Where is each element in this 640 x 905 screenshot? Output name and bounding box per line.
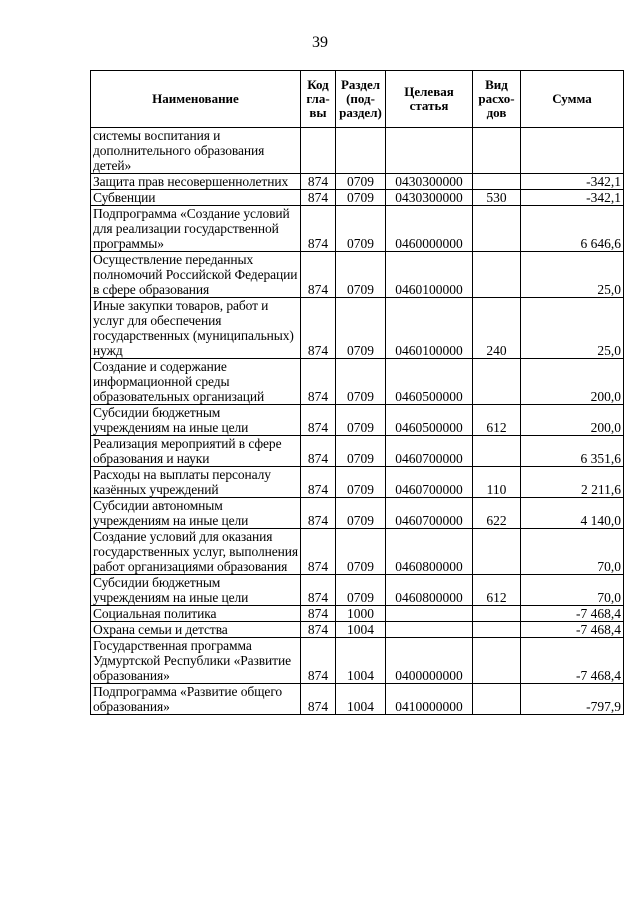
row-type [473, 529, 521, 575]
row-target: 0460700000 [386, 498, 473, 529]
row-name: Социальная политика [91, 606, 301, 622]
header-type: Вид расхо- дов [473, 71, 521, 128]
row-target: 0430300000 [386, 174, 473, 190]
table-row [91, 467, 624, 498]
row-name: Расходы на выплаты персоналу казённых учреждений [91, 467, 301, 498]
row-target: 0460100000 [386, 298, 473, 359]
row-code: 874 [301, 684, 336, 715]
row-type: 612 [473, 405, 521, 436]
row-section: 0709 [336, 436, 386, 467]
row-name: Подпрограмма «Развитие общего образования» [91, 684, 301, 715]
row-section: 1004 [336, 684, 386, 715]
header-target: Целевая статья [386, 71, 473, 128]
row-target: 0460700000 [386, 436, 473, 467]
row-sum: -7 468,4 [521, 638, 624, 684]
row-type [473, 606, 521, 622]
header-code: Код гла- вы [301, 71, 336, 128]
row-sum: 6 646,6 [521, 206, 624, 252]
table-row [91, 252, 624, 298]
row-type: 110 [473, 467, 521, 498]
table-row [91, 622, 624, 638]
row-code: 874 [301, 638, 336, 684]
row-sum: -7 468,4 [521, 606, 624, 622]
row-name: Создание и содержание информационной среды образовательных организаций [91, 359, 301, 405]
row-name: Охрана семьи и детства [91, 622, 301, 638]
row-section: 1004 [336, 622, 386, 638]
row-section: 0709 [336, 252, 386, 298]
row-name: Защита прав несовершеннолетних [91, 174, 301, 190]
table-row [91, 684, 624, 715]
row-type [473, 622, 521, 638]
row-sum: 200,0 [521, 359, 624, 405]
table-row [91, 606, 624, 622]
row-code: 874 [301, 190, 336, 206]
row-sum: 2 211,6 [521, 467, 624, 498]
table-row [91, 575, 624, 606]
table-header-row [91, 71, 624, 128]
row-type [473, 359, 521, 405]
row-sum: -342,1 [521, 190, 624, 206]
table-row [91, 638, 624, 684]
row-code: 874 [301, 174, 336, 190]
row-sum: -7 468,4 [521, 622, 624, 638]
table-row [91, 174, 624, 190]
row-type [473, 638, 521, 684]
row-code: 874 [301, 298, 336, 359]
row-section: 1000 [336, 606, 386, 622]
row-section: 0709 [336, 190, 386, 206]
row-code: 874 [301, 467, 336, 498]
header-section: Раздел (под- раздел) [336, 71, 386, 128]
row-name: Субсидии автономным учреждениям на иные цели [91, 498, 301, 529]
table-row [91, 298, 624, 359]
row-name: Создание условий для оказания государственных услуг, выполнения работ организациями образования [91, 529, 301, 575]
row-name: Государственная программа Удмуртской Республики «Развитие образования» [91, 638, 301, 684]
row-code: 874 [301, 622, 336, 638]
row-type [473, 128, 521, 174]
row-section [336, 128, 386, 174]
row-code: 874 [301, 575, 336, 606]
page-number: 39 [312, 34, 328, 51]
row-sum: 70,0 [521, 529, 624, 575]
row-sum: -797,9 [521, 684, 624, 715]
row-target: 0460500000 [386, 405, 473, 436]
row-code: 874 [301, 606, 336, 622]
row-name: Субсидии бюджетным учреждениям на иные цели [91, 575, 301, 606]
row-type [473, 174, 521, 190]
row-type: 622 [473, 498, 521, 529]
row-sum: 70,0 [521, 575, 624, 606]
row-section: 0709 [336, 467, 386, 498]
row-code: 874 [301, 529, 336, 575]
row-type [473, 206, 521, 252]
row-code: 874 [301, 436, 336, 467]
row-sum: -342,1 [521, 174, 624, 190]
row-type: 240 [473, 298, 521, 359]
row-type: 612 [473, 575, 521, 606]
row-section: 0709 [336, 298, 386, 359]
budget-table [90, 70, 624, 715]
header-name: Наименование [91, 71, 301, 128]
row-target: 0410000000 [386, 684, 473, 715]
row-target [386, 606, 473, 622]
row-section: 1004 [336, 638, 386, 684]
row-sum: 200,0 [521, 405, 624, 436]
row-target: 0430300000 [386, 190, 473, 206]
row-section: 0709 [336, 359, 386, 405]
row-code: 874 [301, 252, 336, 298]
row-section: 0709 [336, 174, 386, 190]
row-target: 0460100000 [386, 252, 473, 298]
row-name: Осуществление переданных полномочий Российской Федерации в сфере образования [91, 252, 301, 298]
header-sum: Сумма [521, 71, 624, 128]
row-name: Реализация мероприятий в сфере образования и науки [91, 436, 301, 467]
row-name: Подпрограмма «Создание условий для реализации государственной программы» [91, 206, 301, 252]
row-sum: 25,0 [521, 252, 624, 298]
row-target [386, 622, 473, 638]
row-name: системы воспитания и дополнительного образования детей» [91, 128, 301, 174]
row-code: 874 [301, 405, 336, 436]
row-section: 0709 [336, 405, 386, 436]
table-row [91, 405, 624, 436]
row-sum: 4 140,0 [521, 498, 624, 529]
row-name: Субвенции [91, 190, 301, 206]
table-row [91, 190, 624, 206]
row-section: 0709 [336, 529, 386, 575]
row-target: 0460000000 [386, 206, 473, 252]
row-target [386, 128, 473, 174]
table-row [91, 128, 624, 174]
table-row [91, 529, 624, 575]
row-sum [521, 128, 624, 174]
row-code: 874 [301, 498, 336, 529]
row-target: 0460800000 [386, 529, 473, 575]
row-code: 874 [301, 359, 336, 405]
row-sum: 25,0 [521, 298, 624, 359]
row-type [473, 436, 521, 467]
table-row [91, 436, 624, 467]
row-code: 874 [301, 206, 336, 252]
row-code [301, 128, 336, 174]
row-target: 0460800000 [386, 575, 473, 606]
row-target: 0460500000 [386, 359, 473, 405]
row-name: Иные закупки товаров, работ и услуг для обеспечения государственных (муниципальных) нужд [91, 298, 301, 359]
row-sum: 6 351,6 [521, 436, 624, 467]
table-row [91, 498, 624, 529]
row-section: 0709 [336, 498, 386, 529]
row-target: 0400000000 [386, 638, 473, 684]
row-type [473, 252, 521, 298]
row-target: 0460700000 [386, 467, 473, 498]
row-type: 530 [473, 190, 521, 206]
row-name: Субсидии бюджетным учреждениям на иные цели [91, 405, 301, 436]
row-type [473, 684, 521, 715]
table-row [91, 206, 624, 252]
row-section: 0709 [336, 206, 386, 252]
table-row [91, 359, 624, 405]
row-section: 0709 [336, 575, 386, 606]
